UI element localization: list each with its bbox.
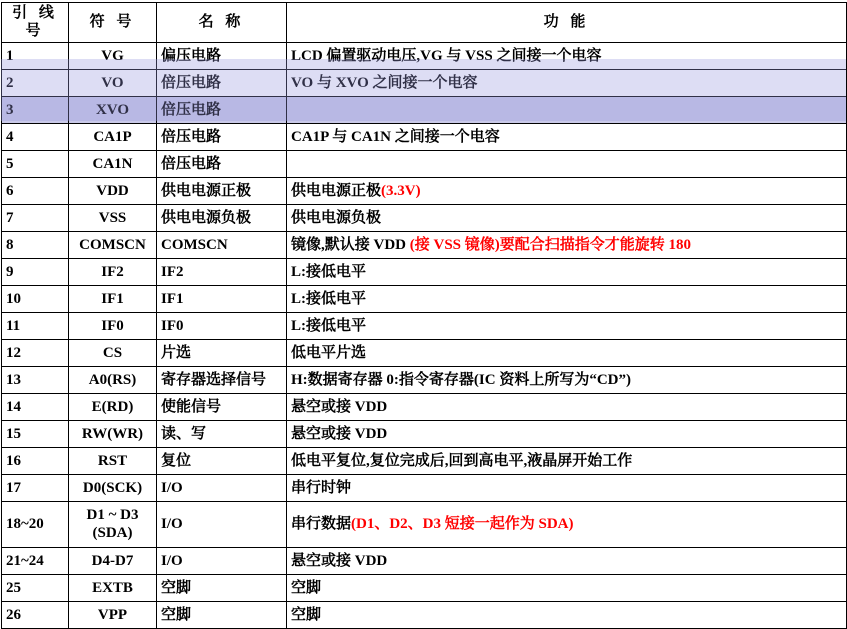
column-header-name: 名 称 <box>157 3 287 43</box>
table-row <box>2 502 847 548</box>
cell-function: H:数据寄存器 0:指令寄存器(IC 资料上所写为“CD”) <box>287 367 847 394</box>
table-row <box>2 70 847 97</box>
table-header-row <box>2 3 847 43</box>
cell-pin-number: 16 <box>2 448 69 475</box>
table-row <box>2 97 847 124</box>
cell-pin-number: 15 <box>2 421 69 448</box>
column-header-function: 功 能 <box>287 3 847 43</box>
cell-name: 寄存器选择信号 <box>157 367 287 394</box>
cell-pin-number: 11 <box>2 313 69 340</box>
table-row <box>2 548 847 575</box>
cell-name: 倍压电路 <box>157 151 287 178</box>
cell-name: 复位 <box>157 448 287 475</box>
table-row <box>2 575 847 602</box>
cell-name: 使能信号 <box>157 394 287 421</box>
document-sheet <box>0 2 847 628</box>
cell-symbol: RW(WR) <box>69 421 157 448</box>
cell-function: 供电电源负极 <box>287 205 847 232</box>
cell-pin-number: 17 <box>2 475 69 502</box>
table-row <box>2 448 847 475</box>
cell-function <box>287 151 847 178</box>
cell-pin-number: 4 <box>2 124 69 151</box>
cell-function: 空脚 <box>287 575 847 602</box>
table-row <box>2 205 847 232</box>
cell-function: 镜像,默认接 VDD (接 VSS 镜像)要配合扫描指令才能旋转 180 <box>287 232 847 259</box>
cell-pin-number: 5 <box>2 151 69 178</box>
table-row <box>2 286 847 313</box>
cell-function: CA1P 与 CA1N 之间接一个电容 <box>287 124 847 151</box>
cell-symbol: CA1N <box>69 151 157 178</box>
cell-pin-number: 26 <box>2 602 69 629</box>
cell-symbol: VDD <box>69 178 157 205</box>
cell-function: 串行时钟 <box>287 475 847 502</box>
cell-name: I/O <box>157 548 287 575</box>
cell-function: 悬空或接 VDD <box>287 394 847 421</box>
cell-function: 低电平片选 <box>287 340 847 367</box>
cell-function: L:接低电平 <box>287 313 847 340</box>
table-row <box>2 151 847 178</box>
cell-function: 空脚 <box>287 602 847 629</box>
cell-name: 偏压电路 <box>157 43 287 70</box>
cell-function: 串行数据(D1、D2、D3 短接一起作为 SDA) <box>287 502 847 548</box>
cell-symbol: A0(RS) <box>69 367 157 394</box>
table-row <box>2 340 847 367</box>
column-header-symbol: 符 号 <box>69 3 157 43</box>
cell-name: IF0 <box>157 313 287 340</box>
cell-name: 供电电源负极 <box>157 205 287 232</box>
cell-function: LCD 偏置驱动电压,VG 与 VSS 之间接一个电容 <box>287 43 847 70</box>
cell-pin-number: 18~20 <box>2 502 69 548</box>
pin-description-table <box>1 2 847 629</box>
cell-name: I/O <box>157 475 287 502</box>
table-row <box>2 367 847 394</box>
cell-pin-number: 6 <box>2 178 69 205</box>
cell-pin-number: 1 <box>2 43 69 70</box>
cell-pin-number: 2 <box>2 70 69 97</box>
cell-symbol: RST <box>69 448 157 475</box>
cell-name: I/O <box>157 502 287 548</box>
cell-pin-number: 25 <box>2 575 69 602</box>
table-row <box>2 394 847 421</box>
column-header-pin: 引 线 号 <box>2 3 69 43</box>
table-row <box>2 313 847 340</box>
cell-function: VO 与 XVO 之间接一个电容 <box>287 70 847 97</box>
cell-pin-number: 12 <box>2 340 69 367</box>
cell-name: 供电电源正极 <box>157 178 287 205</box>
cell-symbol: EXTB <box>69 575 157 602</box>
cell-symbol: IF2 <box>69 259 157 286</box>
table-row <box>2 421 847 448</box>
table-row <box>2 178 847 205</box>
cell-symbol: COMSCN <box>69 232 157 259</box>
cell-symbol: VO <box>69 70 157 97</box>
function-note-highlight: (3.3V) <box>381 182 421 199</box>
table-row <box>2 43 847 70</box>
cell-symbol: CA1P <box>69 124 157 151</box>
cell-function: L:接低电平 <box>287 286 847 313</box>
cell-pin-number: 13 <box>2 367 69 394</box>
cell-symbol: D1 ~ D3 (SDA) <box>69 502 157 548</box>
cell-pin-number: 7 <box>2 205 69 232</box>
cell-symbol: CS <box>69 340 157 367</box>
cell-function: L:接低电平 <box>287 259 847 286</box>
cell-function <box>287 97 847 124</box>
table-row <box>2 475 847 502</box>
cell-name: 空脚 <box>157 575 287 602</box>
cell-symbol: IF1 <box>69 286 157 313</box>
cell-name: 空脚 <box>157 602 287 629</box>
cell-name: COMSCN <box>157 232 287 259</box>
function-note-highlight: (接 VSS 镜像)要配合扫描指令才能旋转 180 <box>409 236 692 253</box>
cell-symbol: IF0 <box>69 313 157 340</box>
cell-symbol: D0(SCK) <box>69 475 157 502</box>
cell-pin-number: 14 <box>2 394 69 421</box>
cell-symbol: E(RD) <box>69 394 157 421</box>
table-row <box>2 124 847 151</box>
cell-pin-number: 21~24 <box>2 548 69 575</box>
cell-name: 片选 <box>157 340 287 367</box>
cell-pin-number: 3 <box>2 97 69 124</box>
cell-symbol: VG <box>69 43 157 70</box>
cell-name: 倍压电路 <box>157 97 287 124</box>
cell-pin-number: 8 <box>2 232 69 259</box>
cell-name: IF2 <box>157 259 287 286</box>
cell-symbol: D4-D7 <box>69 548 157 575</box>
cell-function: 低电平复位,复位完成后,回到高电平,液晶屏开始工作 <box>287 448 847 475</box>
cell-pin-number: 9 <box>2 259 69 286</box>
cell-function: 供电电源正极(3.3V) <box>287 178 847 205</box>
cell-pin-number: 10 <box>2 286 69 313</box>
cell-name: 读、写 <box>157 421 287 448</box>
cell-symbol: VPP <box>69 602 157 629</box>
cell-name: 倍压电路 <box>157 70 287 97</box>
table-body <box>2 43 847 629</box>
cell-function: 悬空或接 VDD <box>287 421 847 448</box>
table-row <box>2 259 847 286</box>
cell-symbol: VSS <box>69 205 157 232</box>
cell-name: 倍压电路 <box>157 124 287 151</box>
table-header <box>2 3 847 43</box>
cell-name: IF1 <box>157 286 287 313</box>
function-note-highlight: (D1、D2、D3 短接一起作为 SDA) <box>351 516 574 533</box>
table-row <box>2 232 847 259</box>
cell-function: 悬空或接 VDD <box>287 548 847 575</box>
cell-symbol: XVO <box>69 97 157 124</box>
table-row <box>2 602 847 629</box>
